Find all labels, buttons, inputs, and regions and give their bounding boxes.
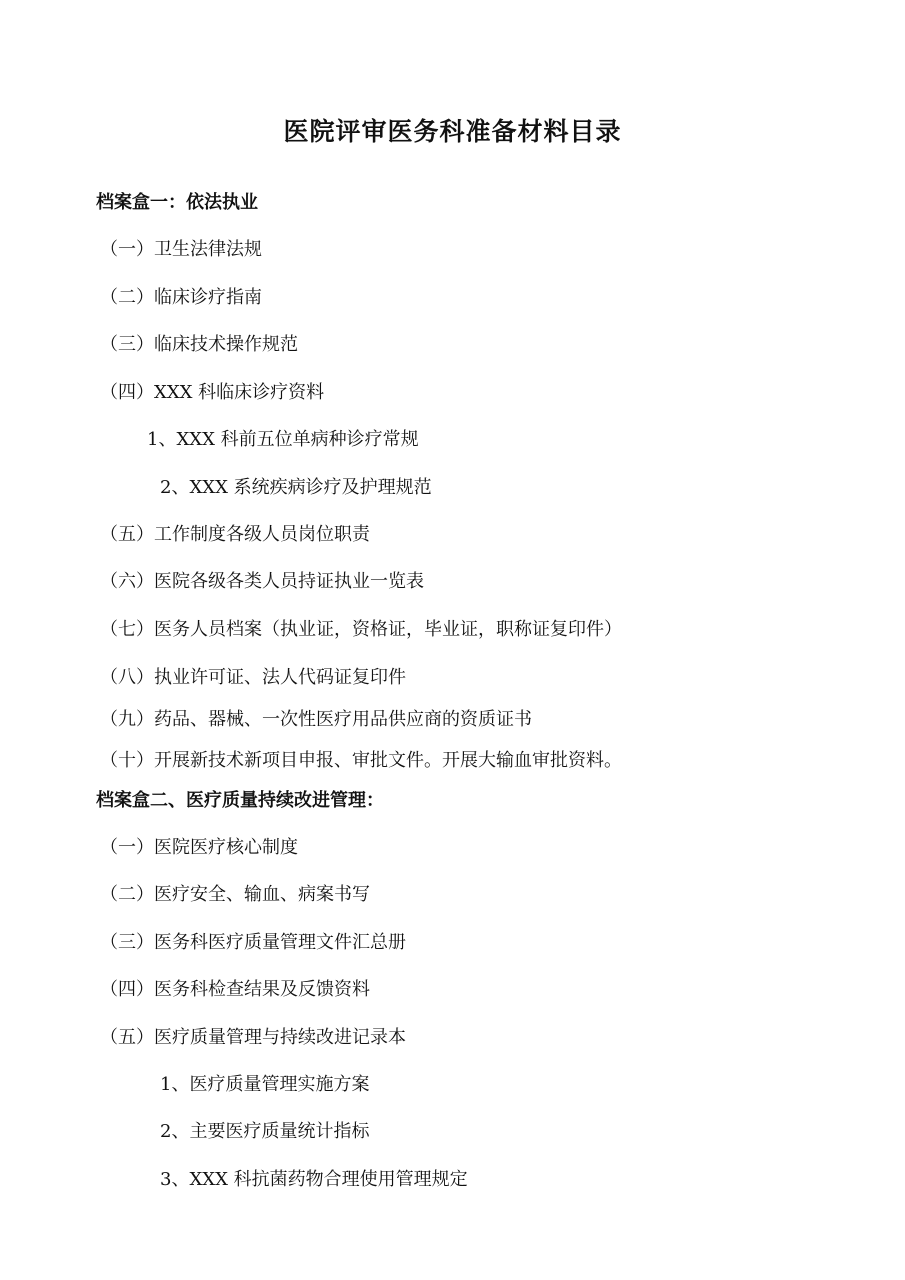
list-item: （一）医院医疗核心制度 [100,837,298,858]
list-item: （一）卫生法律法规 [100,239,262,260]
list-item: （九）药品、器械、一次性医疗用品供应商的资质证书 [100,709,532,730]
list-item: （五）医疗质量管理与持续改进记录本 [100,1027,406,1048]
section-heading: 档案盒二、医疗质量持续改进管理： [96,790,384,811]
section-heading: 档案盒一：依法执业 [96,192,258,213]
list-item: （五）工作制度各级人员岗位职责 [100,524,370,545]
list-item: （三）医务科医疗质量管理文件汇总册 [100,932,406,953]
list-item: （十）开展新技术新项目申报、审批文件。开展大输血审批资料。 [100,750,622,771]
list-item: （八）执业许可证、法人代码证复印件 [100,667,406,688]
list-item: （七）医务人员档案（执业证，资格证，毕业证，职称证复印件） [100,619,622,640]
document-title: 医院评审医务科准备材料目录 [283,117,622,146]
sub-list-item: 2、主要医疗质量统计指标 [160,1121,370,1142]
list-item: （四）医务科检查结果及反馈资料 [100,979,370,1000]
sub-list-item: 3、XXX 科抗菌药物合理使用管理规定 [160,1169,468,1190]
list-item: （二）医疗安全、输血、病案书写 [100,884,370,905]
sub-list-item: 2、XXX 系统疾病诊疗及护理规范 [160,477,432,498]
sub-list-item: 1、医疗质量管理实施方案 [160,1074,370,1095]
list-item: （四）XXX 科临床诊疗资料 [100,382,325,403]
sub-list-item: 1、XXX 科前五位单病种诊疗常规 [147,429,419,450]
list-item: （三）临床技术操作规范 [100,334,298,355]
list-item: （六）医院各级各类人员持证执业一览表 [100,571,424,592]
list-item: （二）临床诊疗指南 [100,287,262,308]
